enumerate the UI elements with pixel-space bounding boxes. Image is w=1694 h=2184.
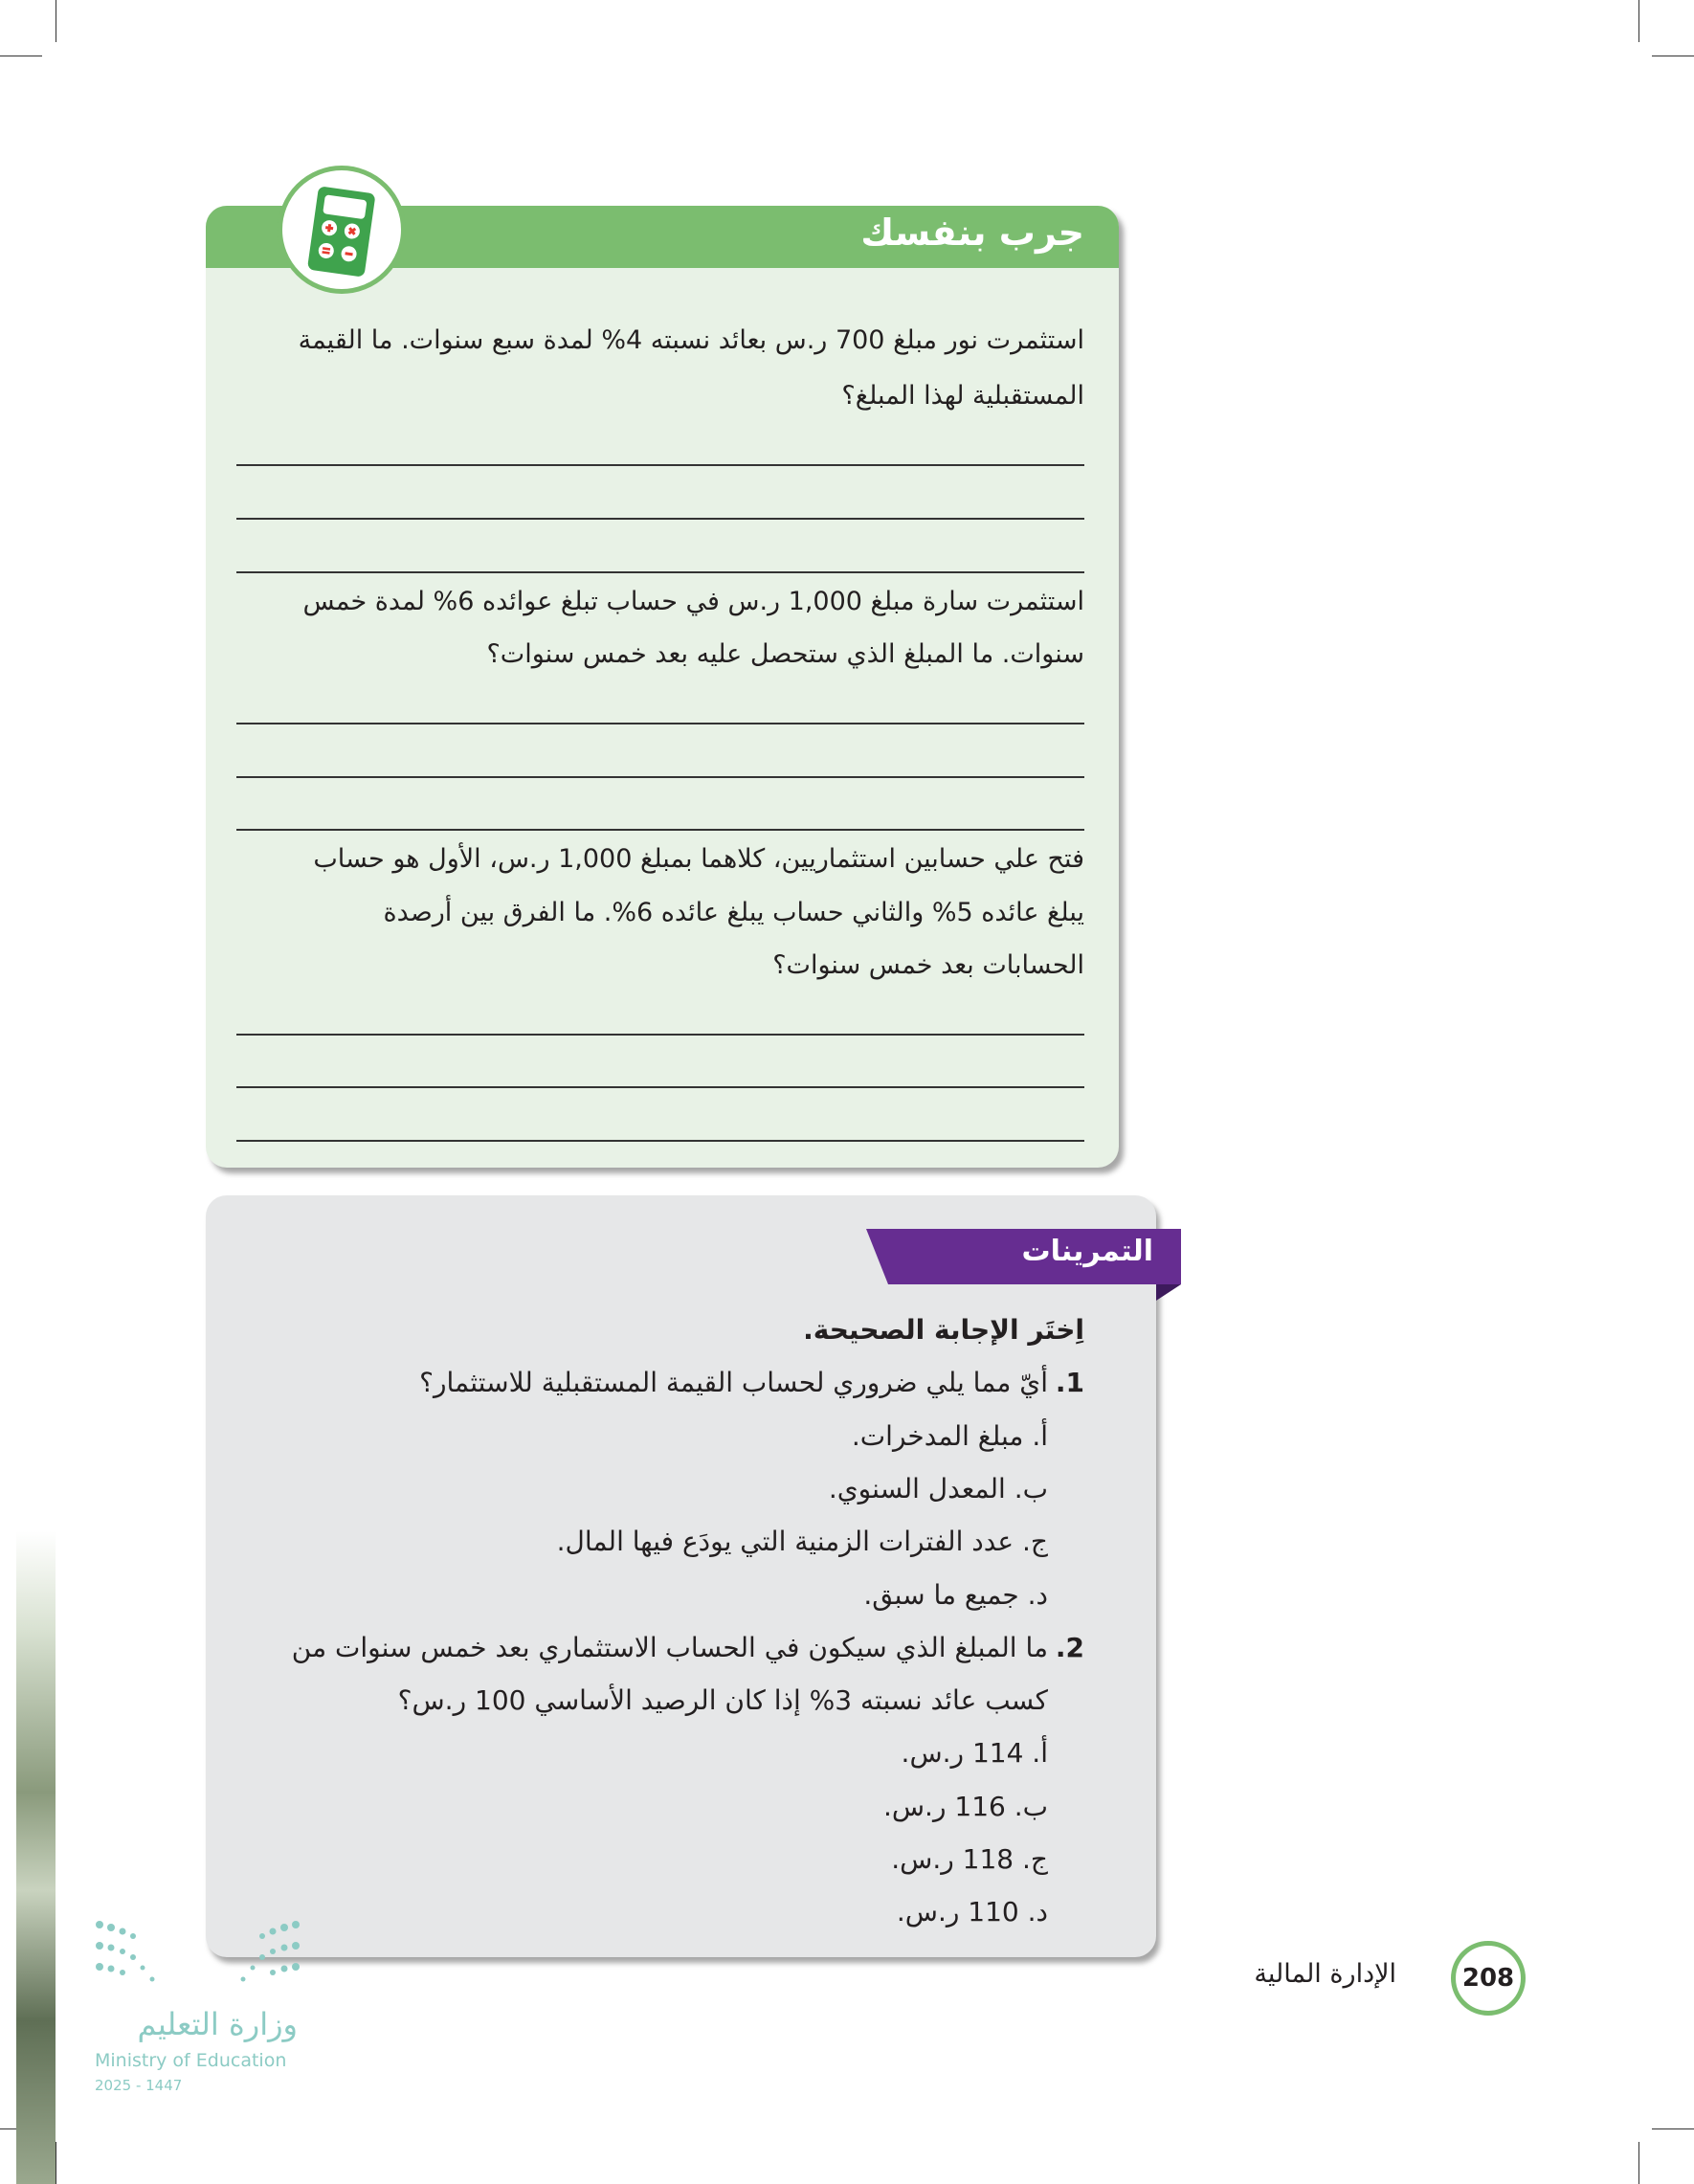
- try-question-2-line-1: استثمرت سارة مبلغ 1,000 ر.س في حساب تبلغ عوائده 6% لمدة خمس: [302, 587, 1084, 616]
- question-2-option-a: أ. 114 ر.س.: [901, 1737, 1048, 1769]
- answer-line: [236, 776, 1084, 778]
- ministry-dots-icon: [95, 1920, 301, 1992]
- decorative-photo-strip: [16, 1531, 56, 2184]
- crop-mark: [1638, 0, 1639, 42]
- answer-line: [236, 1140, 1084, 1142]
- exercises-title: التمرينات: [1021, 1235, 1153, 1268]
- exercise-instruction: اِختَر الإجابة الصحيحة.: [803, 1314, 1084, 1346]
- question-2-option-b: ب. 116 ر.س.: [882, 1791, 1048, 1822]
- question-1-option-d: د. جميع ما سبق.: [863, 1579, 1048, 1611]
- calculator-badge: [278, 166, 406, 294]
- ministry-year: 2025 - 1447: [95, 2077, 183, 2094]
- answer-line: [236, 723, 1084, 724]
- ministry-name-ar: وزارة التعليم: [137, 2006, 298, 2042]
- question-1-text: أيّ مما يلي ضروري لحساب القيمة المستقبلية للاستثمار؟: [419, 1367, 1048, 1398]
- answer-line: [236, 829, 1084, 831]
- page-number-badge: [1451, 1941, 1526, 2016]
- ministry-logo: [95, 1920, 305, 2102]
- question-1-option-a: أ. مبلغ المدخرات.: [851, 1420, 1048, 1452]
- try-yourself-title: جرب بنفسك: [860, 212, 1084, 254]
- try-question-3-line-3: الحسابات بعد خمس سنوات؟: [772, 950, 1084, 980]
- answer-line: [236, 464, 1084, 466]
- try-question-3-line-1: فتح علي حسابين استثماريين، كلاهما بمبلغ 1,000 ر.س، الأول هو حساب: [313, 844, 1084, 874]
- answer-line: [236, 571, 1084, 573]
- question-2-option-d: د. 110 ر.س.: [896, 1896, 1048, 1928]
- try-question-2-line-2: سنوات. ما المبلغ الذي ستحصل عليه بعد خمس سنوات؟: [486, 639, 1084, 669]
- answer-line: [236, 1034, 1084, 1036]
- question-1-number: 1.: [1055, 1367, 1084, 1398]
- calculator-icon: [282, 170, 401, 289]
- try-question-1-line-1: استثمرت نور مبلغ 700 ر.س بعائد نسبته 4% لمدة سبع سنوات. ما القيمة: [298, 325, 1084, 355]
- question-2-number: 2.: [1055, 1632, 1084, 1663]
- question-1-option-c: ج. عدد الفترات الزمنية التي يودَع فيها المال.: [556, 1526, 1048, 1557]
- answer-line: [236, 518, 1084, 520]
- question-2-line-1: ما المبلغ الذي سيكون في الحساب الاستثماري بعد خمس سنوات من: [291, 1632, 1048, 1663]
- question-2-option-c: ج. 118 ر.س.: [891, 1843, 1048, 1875]
- crop-mark: [1638, 2142, 1639, 2184]
- ministry-name-en: Ministry of Education: [95, 2050, 287, 2071]
- exercises-tag-fold: [1156, 1284, 1181, 1301]
- answer-line: [236, 1086, 1084, 1088]
- unit-title: الإدارة المالية: [1254, 1959, 1396, 1989]
- try-question-1-line-2: المستقبلية لهذا المبلغ؟: [841, 381, 1084, 411]
- crop-mark: [1652, 2128, 1694, 2129]
- page-number: 208: [1461, 1964, 1515, 1993]
- try-question-3-line-2: يبلغ عائده 5% والثاني حساب يبلغ عائده 6%. ما الفرق بين أرصدة: [383, 898, 1084, 927]
- question-2-line-2: كسب عائد نسبته 3% إذا كان الرصيد الأساسي 100 ر.س؟: [397, 1684, 1048, 1716]
- question-1-option-b: ب. المعدل السنوي.: [828, 1473, 1048, 1504]
